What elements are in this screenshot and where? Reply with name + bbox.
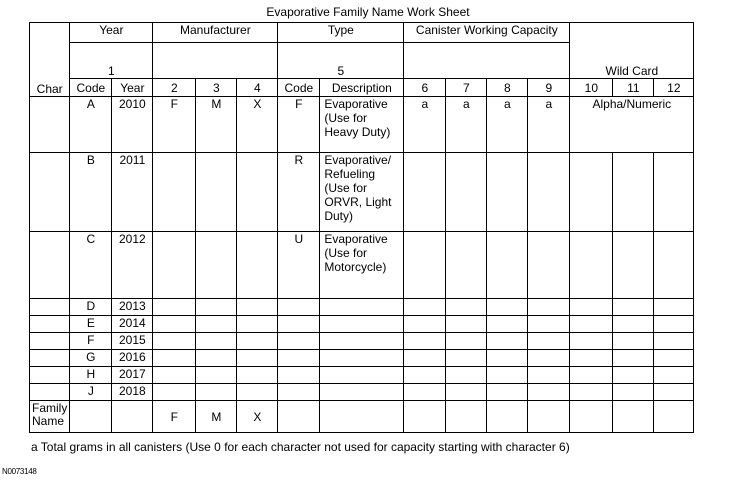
family-manufacturer-char-3: M: [196, 401, 237, 433]
empty-cell: [487, 350, 528, 367]
footnote: a Total grams in all canisters (Use 0 for each character not used for capacity starting with character 6): [31, 440, 570, 454]
empty-cell: [446, 333, 487, 350]
year-code-cell: B: [70, 153, 112, 232]
char-position-2: 2: [153, 79, 196, 97]
wild-card-cell: [570, 232, 613, 299]
empty-cell: [487, 367, 528, 384]
char-position-7: 7: [446, 79, 487, 97]
empty-cell: [196, 350, 237, 367]
type-description-cell: Evaporative (Use for Heavy Duty): [320, 97, 404, 153]
year-group-header: Year: [70, 23, 153, 43]
empty-cell: [528, 350, 570, 367]
worksheet-title: Evaporative Family Name Work Sheet: [266, 5, 470, 19]
empty-cell: [528, 316, 570, 333]
wild-card-group-header: Wild Card: [570, 23, 694, 79]
year-code-cell: A: [70, 97, 112, 153]
empty-cell: [237, 299, 278, 316]
table-row: [30, 299, 694, 316]
empty-cell: [404, 384, 446, 401]
empty-cell: [278, 384, 320, 401]
description-header: Description: [320, 79, 404, 97]
empty-cell: [153, 350, 196, 367]
manufacturer-char-3: M: [196, 97, 237, 153]
empty-cell: [654, 299, 694, 316]
family-manufacturer-char-2: F: [153, 401, 196, 433]
type-code-header: Code: [278, 79, 320, 97]
empty-cell: [528, 299, 570, 316]
family-name-row: [30, 401, 694, 433]
empty-cell: [570, 384, 613, 401]
empty-cell: [30, 350, 70, 367]
year-char-position: 1: [70, 43, 153, 79]
empty-cell: [654, 350, 694, 367]
empty-cell: [278, 350, 320, 367]
year-code-cell: G: [70, 350, 112, 367]
year-code-cell: H: [70, 367, 112, 384]
char-cell: [30, 97, 70, 153]
empty-cell: [404, 316, 446, 333]
family-manufacturer-char-4: X: [237, 401, 278, 433]
empty-cell: [153, 333, 196, 350]
type-code-cell: U: [278, 232, 320, 299]
family-wild-card-cell: [570, 401, 613, 433]
empty-cell: [320, 299, 404, 316]
char-position-4: 4: [237, 79, 278, 97]
canister-cell: [528, 153, 570, 232]
empty-cell: [446, 384, 487, 401]
empty-cell: [613, 350, 654, 367]
empty-cell: [404, 367, 446, 384]
empty-cell: [654, 316, 694, 333]
year-code-cell: J: [70, 384, 112, 401]
year-code-cell: C: [70, 232, 112, 299]
empty-cell: [237, 350, 278, 367]
family-year-cell: [112, 401, 153, 433]
remaining-year-rows: [30, 299, 694, 401]
manufacturer-group-header: Manufacturer: [153, 23, 278, 43]
char-header: Char: [30, 23, 70, 97]
family-name-label: Family Name: [30, 401, 70, 433]
char-position-9: 9: [528, 79, 570, 97]
year-cell: 2012: [112, 232, 153, 299]
char-cell: [30, 153, 70, 232]
empty-cell: [320, 316, 404, 333]
empty-cell: [613, 316, 654, 333]
table-row: [30, 333, 694, 350]
empty-cell: [487, 384, 528, 401]
table-row: [30, 97, 694, 153]
char-position-6: 6: [404, 79, 446, 97]
manufacturer-cell: [237, 153, 278, 232]
wild-card-cell: [570, 153, 613, 232]
empty-cell: [30, 299, 70, 316]
empty-cell: [278, 367, 320, 384]
empty-cell: [196, 316, 237, 333]
empty-cell: [528, 367, 570, 384]
char-position-8: 8: [487, 79, 528, 97]
empty-cell: [320, 367, 404, 384]
empty-cell: [30, 333, 70, 350]
year-code-cell: D: [70, 299, 112, 316]
empty-cell: [487, 316, 528, 333]
char-position-11: 11: [613, 79, 654, 97]
manufacturer-position-spacer: [153, 43, 278, 79]
canister-cell: [528, 232, 570, 299]
family-type-cell: [278, 401, 320, 433]
manufacturer-char-2: F: [153, 97, 196, 153]
year-cell: 2016: [112, 350, 153, 367]
table-row: [30, 153, 694, 232]
manufacturer-char-4: X: [237, 97, 278, 153]
manufacturer-cell: [196, 232, 237, 299]
type-description-cell: Evaporative (Use for Motorcycle): [320, 232, 404, 299]
empty-cell: [320, 350, 404, 367]
year-cell: 2017: [112, 367, 153, 384]
empty-cell: [446, 367, 487, 384]
empty-cell: [570, 350, 613, 367]
year-code-cell: F: [70, 333, 112, 350]
manufacturer-cell: [153, 232, 196, 299]
empty-cell: [153, 299, 196, 316]
table-row: [30, 232, 694, 299]
empty-cell: [30, 384, 70, 401]
canister-cell: [446, 232, 487, 299]
family-wild-card-cell: [654, 401, 694, 433]
year-cell: 2013: [112, 299, 153, 316]
year-cell: 2015: [112, 333, 153, 350]
type-code-cell: R: [278, 153, 320, 232]
table-row: [30, 384, 694, 401]
canister-cell: [404, 153, 446, 232]
empty-cell: [404, 299, 446, 316]
wild-card-cell: [654, 153, 694, 232]
year-code-header: Code: [70, 79, 112, 97]
table-row: [30, 367, 694, 384]
empty-cell: [30, 367, 70, 384]
wild-card-cell: [613, 232, 654, 299]
empty-cell: [570, 316, 613, 333]
year-header: Year: [112, 79, 153, 97]
figure-id: N0073148: [2, 467, 37, 476]
empty-cell: [528, 333, 570, 350]
empty-cell: [196, 333, 237, 350]
empty-cell: [278, 333, 320, 350]
empty-cell: [570, 367, 613, 384]
char-cell: [30, 232, 70, 299]
empty-cell: [320, 333, 404, 350]
family-name-worksheet-table: [29, 22, 694, 433]
year-cell: 2014: [112, 316, 153, 333]
manufacturer-cell: [237, 232, 278, 299]
empty-cell: [487, 299, 528, 316]
empty-cell: [196, 367, 237, 384]
type-char-position: 5: [278, 43, 404, 79]
canister-cell: [487, 232, 528, 299]
canister-cell: [404, 232, 446, 299]
wild-card-cell: [654, 232, 694, 299]
empty-cell: [613, 299, 654, 316]
wild-card-cell: [613, 153, 654, 232]
year-code-cell: E: [70, 316, 112, 333]
empty-cell: [654, 384, 694, 401]
table-row: [30, 316, 694, 333]
canister-cell: [487, 153, 528, 232]
family-canister-cell: [528, 401, 570, 433]
empty-cell: [153, 384, 196, 401]
empty-cell: [613, 333, 654, 350]
empty-cell: [613, 384, 654, 401]
empty-cell: [446, 350, 487, 367]
canister-char-7: a: [446, 97, 487, 153]
empty-cell: [570, 333, 613, 350]
family-canister-cell: [446, 401, 487, 433]
type-code-cell: F: [278, 97, 320, 153]
canister-group-header: Canister Working Capacity: [404, 23, 570, 43]
empty-cell: [570, 299, 613, 316]
canister-char-6: a: [404, 97, 446, 153]
table-row: [30, 350, 694, 367]
char-position-3: 3: [196, 79, 237, 97]
family-wild-card-cell: [613, 401, 654, 433]
empty-cell: [237, 384, 278, 401]
empty-cell: [237, 367, 278, 384]
empty-cell: [487, 333, 528, 350]
manufacturer-cell: [196, 153, 237, 232]
manufacturer-cell: [153, 153, 196, 232]
type-description-cell: Evaporative/ Refueling (Use for ORVR, Light Duty): [320, 153, 404, 232]
empty-cell: [528, 384, 570, 401]
family-canister-cell: [404, 401, 446, 433]
empty-cell: [654, 367, 694, 384]
canister-char-8: a: [487, 97, 528, 153]
year-cell: 2018: [112, 384, 153, 401]
empty-cell: [654, 333, 694, 350]
type-group-header: Type: [278, 23, 404, 43]
empty-cell: [446, 316, 487, 333]
empty-cell: [278, 316, 320, 333]
canister-position-spacer: [404, 43, 570, 79]
empty-cell: [153, 367, 196, 384]
empty-cell: [237, 333, 278, 350]
empty-cell: [404, 333, 446, 350]
family-type-cell: [320, 401, 404, 433]
empty-cell: [446, 299, 487, 316]
char-position-12: 12: [654, 79, 694, 97]
empty-cell: [320, 384, 404, 401]
empty-cell: [153, 316, 196, 333]
canister-cell: [446, 153, 487, 232]
year-cell: 2010: [112, 97, 153, 153]
empty-cell: [196, 384, 237, 401]
empty-cell: [196, 299, 237, 316]
empty-cell: [613, 367, 654, 384]
canister-char-9: a: [528, 97, 570, 153]
year-cell: 2011: [112, 153, 153, 232]
family-year-cell: [70, 401, 112, 433]
char-position-10: 10: [570, 79, 613, 97]
empty-cell: [404, 350, 446, 367]
empty-cell: [30, 316, 70, 333]
empty-cell: [237, 316, 278, 333]
empty-cell: [278, 299, 320, 316]
family-canister-cell: [487, 401, 528, 433]
wild-card-alpha-numeric: Alpha/Numeric: [570, 97, 694, 153]
